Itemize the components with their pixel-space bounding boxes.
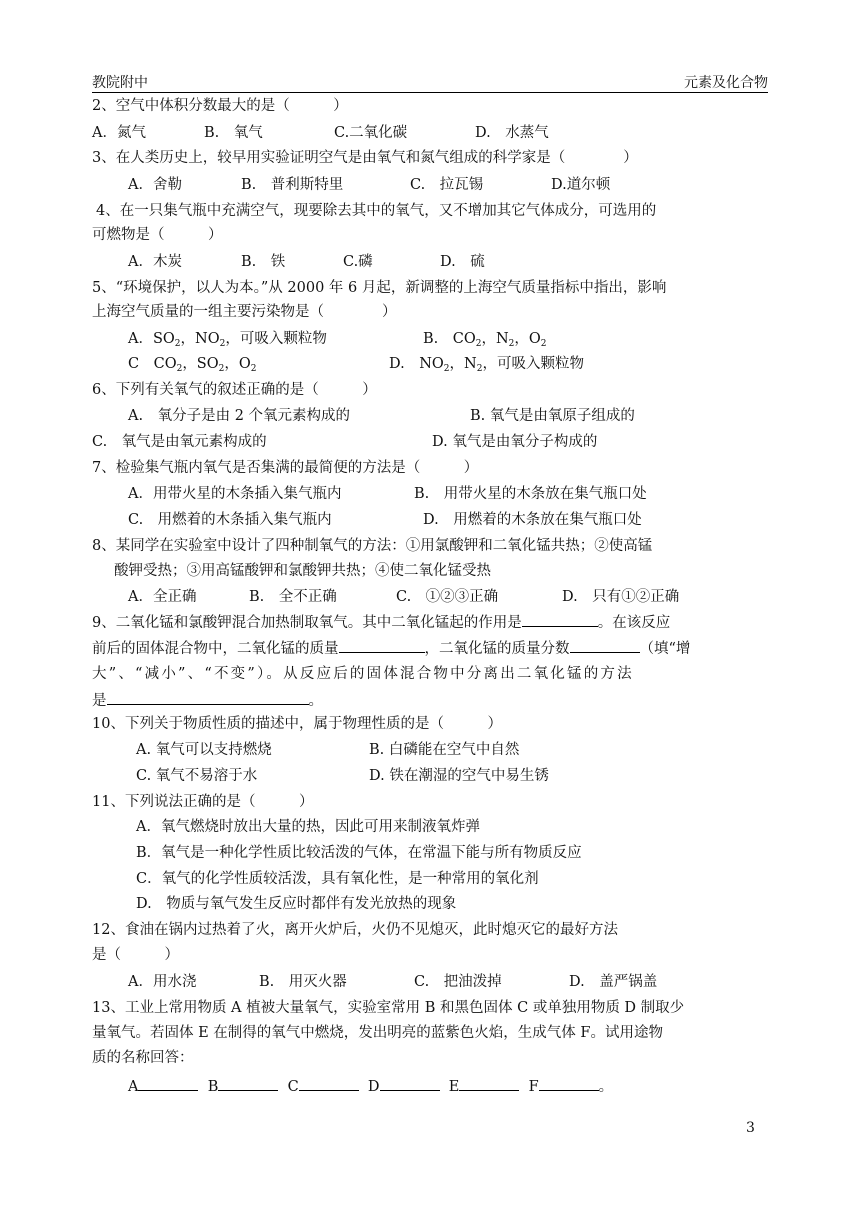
question-9-line2: 前后的固体混合物中，二氧化锰的质量 ，二氧化锰的质量分数 （填“增 [92, 638, 690, 659]
answer-blank-d[interactable] [380, 1076, 440, 1091]
q10-option-c: C. 氧气不易溶于水 [136, 768, 258, 784]
q3-option-a: A．舍勒 [128, 177, 182, 193]
question-13-stem-line2: 量氧气。若固体 E 在制得的氧气中燃烧，发出明亮的蓝紫色火焰，生成气体 F。试用途物 [92, 1025, 663, 1041]
question-4-stem-line2: 可燃物是（ ） [92, 227, 223, 243]
q2-option-b: B. 氧气 [204, 125, 263, 141]
q3-option-d: D.道尔顿 [551, 177, 611, 193]
q6-option-b: B. 氧气是由氧原子组成的 [470, 408, 635, 424]
question-10-stem: 10、下列关于物质性质的描述中，属于物理性质的是（ ） [92, 716, 502, 732]
answer-blank[interactable] [570, 638, 640, 653]
q5-option-c: C $CO_2$，$SO_2$，$O_2$ [128, 356, 257, 374]
page-header [92, 72, 768, 93]
q2-option-a: A．氮气 [92, 125, 146, 141]
question-7-stem: 7、检验集气瓶内氧气是否集满的最简便的方法是（ ） [92, 460, 479, 476]
q7-option-b: B. 用带火星的木条放在集气瓶口处 [414, 486, 647, 502]
question-5-stem-line1: 5、“环境保护，以人为本。”从 2000 年 6 月起，新调整的上海空气质量指标中指出，影响 [92, 280, 667, 296]
q4-option-d: D. 硫 [440, 254, 485, 270]
q5-option-a: A．$SO_2$，$NO_2$，可吸入颗粒物 [128, 331, 327, 349]
answer-blank[interactable] [107, 690, 309, 705]
question-8-stem-line2: 酸钾受热；③用高锰酸钾和氯酸钾共热；④使二氧化锰受热 [114, 563, 491, 579]
header-school: 教院附中 [92, 75, 148, 91]
question-3-stem: 3、在人类历史上，较早用实验证明空气是由氧气和氮气组成的科学家是（ ） [92, 150, 638, 166]
question-12-stem-line1: 12、食油在锅内过热着了火，离开火炉后，火仍不见熄灭，此时熄灭它的最好方法 [92, 922, 618, 938]
q7-option-c: C. 用燃着的木条插入集气瓶内 [128, 512, 332, 528]
q4-option-b: B. 铁 [241, 254, 286, 270]
question-8-stem-line1: 8、某同学在实验室中设计了四种制氧气的方法：①用氯酸钾和二氧化锰共热；②使高锰 [92, 538, 653, 554]
q2-option-c: C.二氧化碳 [334, 125, 408, 141]
q11-option-b: B．氧气是一种化学性质比较活泼的气体，在常温下能与所有物质反应 [136, 845, 582, 861]
q12-option-c: C. 把油泼掉 [414, 974, 502, 990]
q2-option-d: D. 水蒸气 [475, 125, 549, 141]
question-4-stem-line1: 4、在一只集气瓶中充满空气，现要除去其中的氧气，又不增加其它气体成分，可选用的 [96, 203, 657, 219]
question-12-stem-line2: 是（ ） [92, 947, 179, 963]
q11-option-c: C．氧气的化学性质较活泼，具有氧化性，是一种常用的氧化剂 [136, 871, 539, 887]
q8-option-d: D. 只有①②正确 [562, 589, 680, 605]
q7-option-a: A．用带火星的木条插入集气瓶内 [128, 486, 342, 502]
question-5-stem-line2: 上海空气质量的一组主要污染物是（ ） [92, 304, 397, 320]
q4-option-c: C.磷 [343, 254, 373, 270]
q6-option-c: C. 氧气是由氧元素构成的 [92, 434, 267, 450]
answer-blank-a[interactable] [138, 1076, 198, 1091]
q12-option-d: D. 盖严锅盖 [569, 974, 658, 990]
answer-blank-e[interactable] [459, 1076, 519, 1091]
question-6-stem: 6、下列有关氧气的叙述正确的是（ ） [92, 382, 377, 398]
q3-option-c: C. 拉瓦锡 [410, 177, 484, 193]
question-9-line3: 大”、“减小”、“不变”）。从反应后的固体混合物中分离出二氧化锰的方法 [92, 666, 634, 682]
question-13-answers: A B C D E F 。 [128, 1076, 613, 1097]
q5-option-b: B. $CO_2$，$N_2$，$O_2$ [423, 331, 547, 349]
q10-option-b: B. 白磷能在空气中自然 [369, 742, 520, 758]
header-topic: 元素及化合物 [684, 75, 768, 91]
answer-blank[interactable] [522, 612, 598, 627]
question-9-line1: 9、二氧化锰和氯酸钾混合加热制取氧气。其中二氧化锰起的作用是 。在该反应 [92, 612, 670, 633]
answer-blank-c[interactable] [299, 1076, 359, 1091]
q4-option-a: A．木炭 [128, 254, 182, 270]
q7-option-d: D. 用燃着的木条放在集气瓶口处 [423, 512, 642, 528]
q10-option-a: A. 氧气可以支持燃烧 [136, 742, 272, 758]
q11-option-d: D. 物质与氧气发生反应时都伴有发光放热的现象 [136, 896, 457, 912]
question-13-stem-line1: 13、工业上常用物质 A 植被大量氧气，实验室常用 B 和黑色固体 C 或单独用物质 D 制取少 [92, 1000, 685, 1016]
q8-option-b: B. 全不正确 [249, 589, 337, 605]
q10-option-d: D. 铁在潮湿的空气中易生锈 [369, 768, 549, 784]
answer-blank-b[interactable] [218, 1076, 278, 1091]
q3-option-b: B. 普利斯特里 [241, 177, 344, 193]
answer-blank[interactable] [339, 638, 425, 653]
page-number: 3 [746, 1120, 755, 1136]
q6-option-a: A. 氧分子是由 2 个氧元素构成的 [128, 408, 351, 424]
q12-option-a: A．用水浇 [128, 974, 197, 990]
question-13-stem-line3: 质的名称回答： [92, 1050, 194, 1066]
q12-option-b: B. 用灭火器 [259, 974, 347, 990]
question-9-line4: 是 。 [92, 690, 323, 711]
question-11-stem: 11、下列说法正确的是（ ） [92, 794, 314, 810]
q8-option-c: C. ①②③正确 [396, 589, 499, 605]
q6-option-d: D. 氧气是由氧分子构成的 [432, 434, 598, 450]
q8-option-a: A．全正确 [128, 589, 197, 605]
answer-blank-f[interactable] [539, 1076, 599, 1091]
q11-option-a: A．氧气燃烧时放出大量的热，因此可用来制液氧炸弹 [136, 819, 480, 835]
question-2-stem: 2、空气中体积分数最大的是（ ） [92, 98, 348, 114]
q5-option-d: D. $NO_2$，$N_2$，可吸入颗粒物 [389, 356, 584, 374]
